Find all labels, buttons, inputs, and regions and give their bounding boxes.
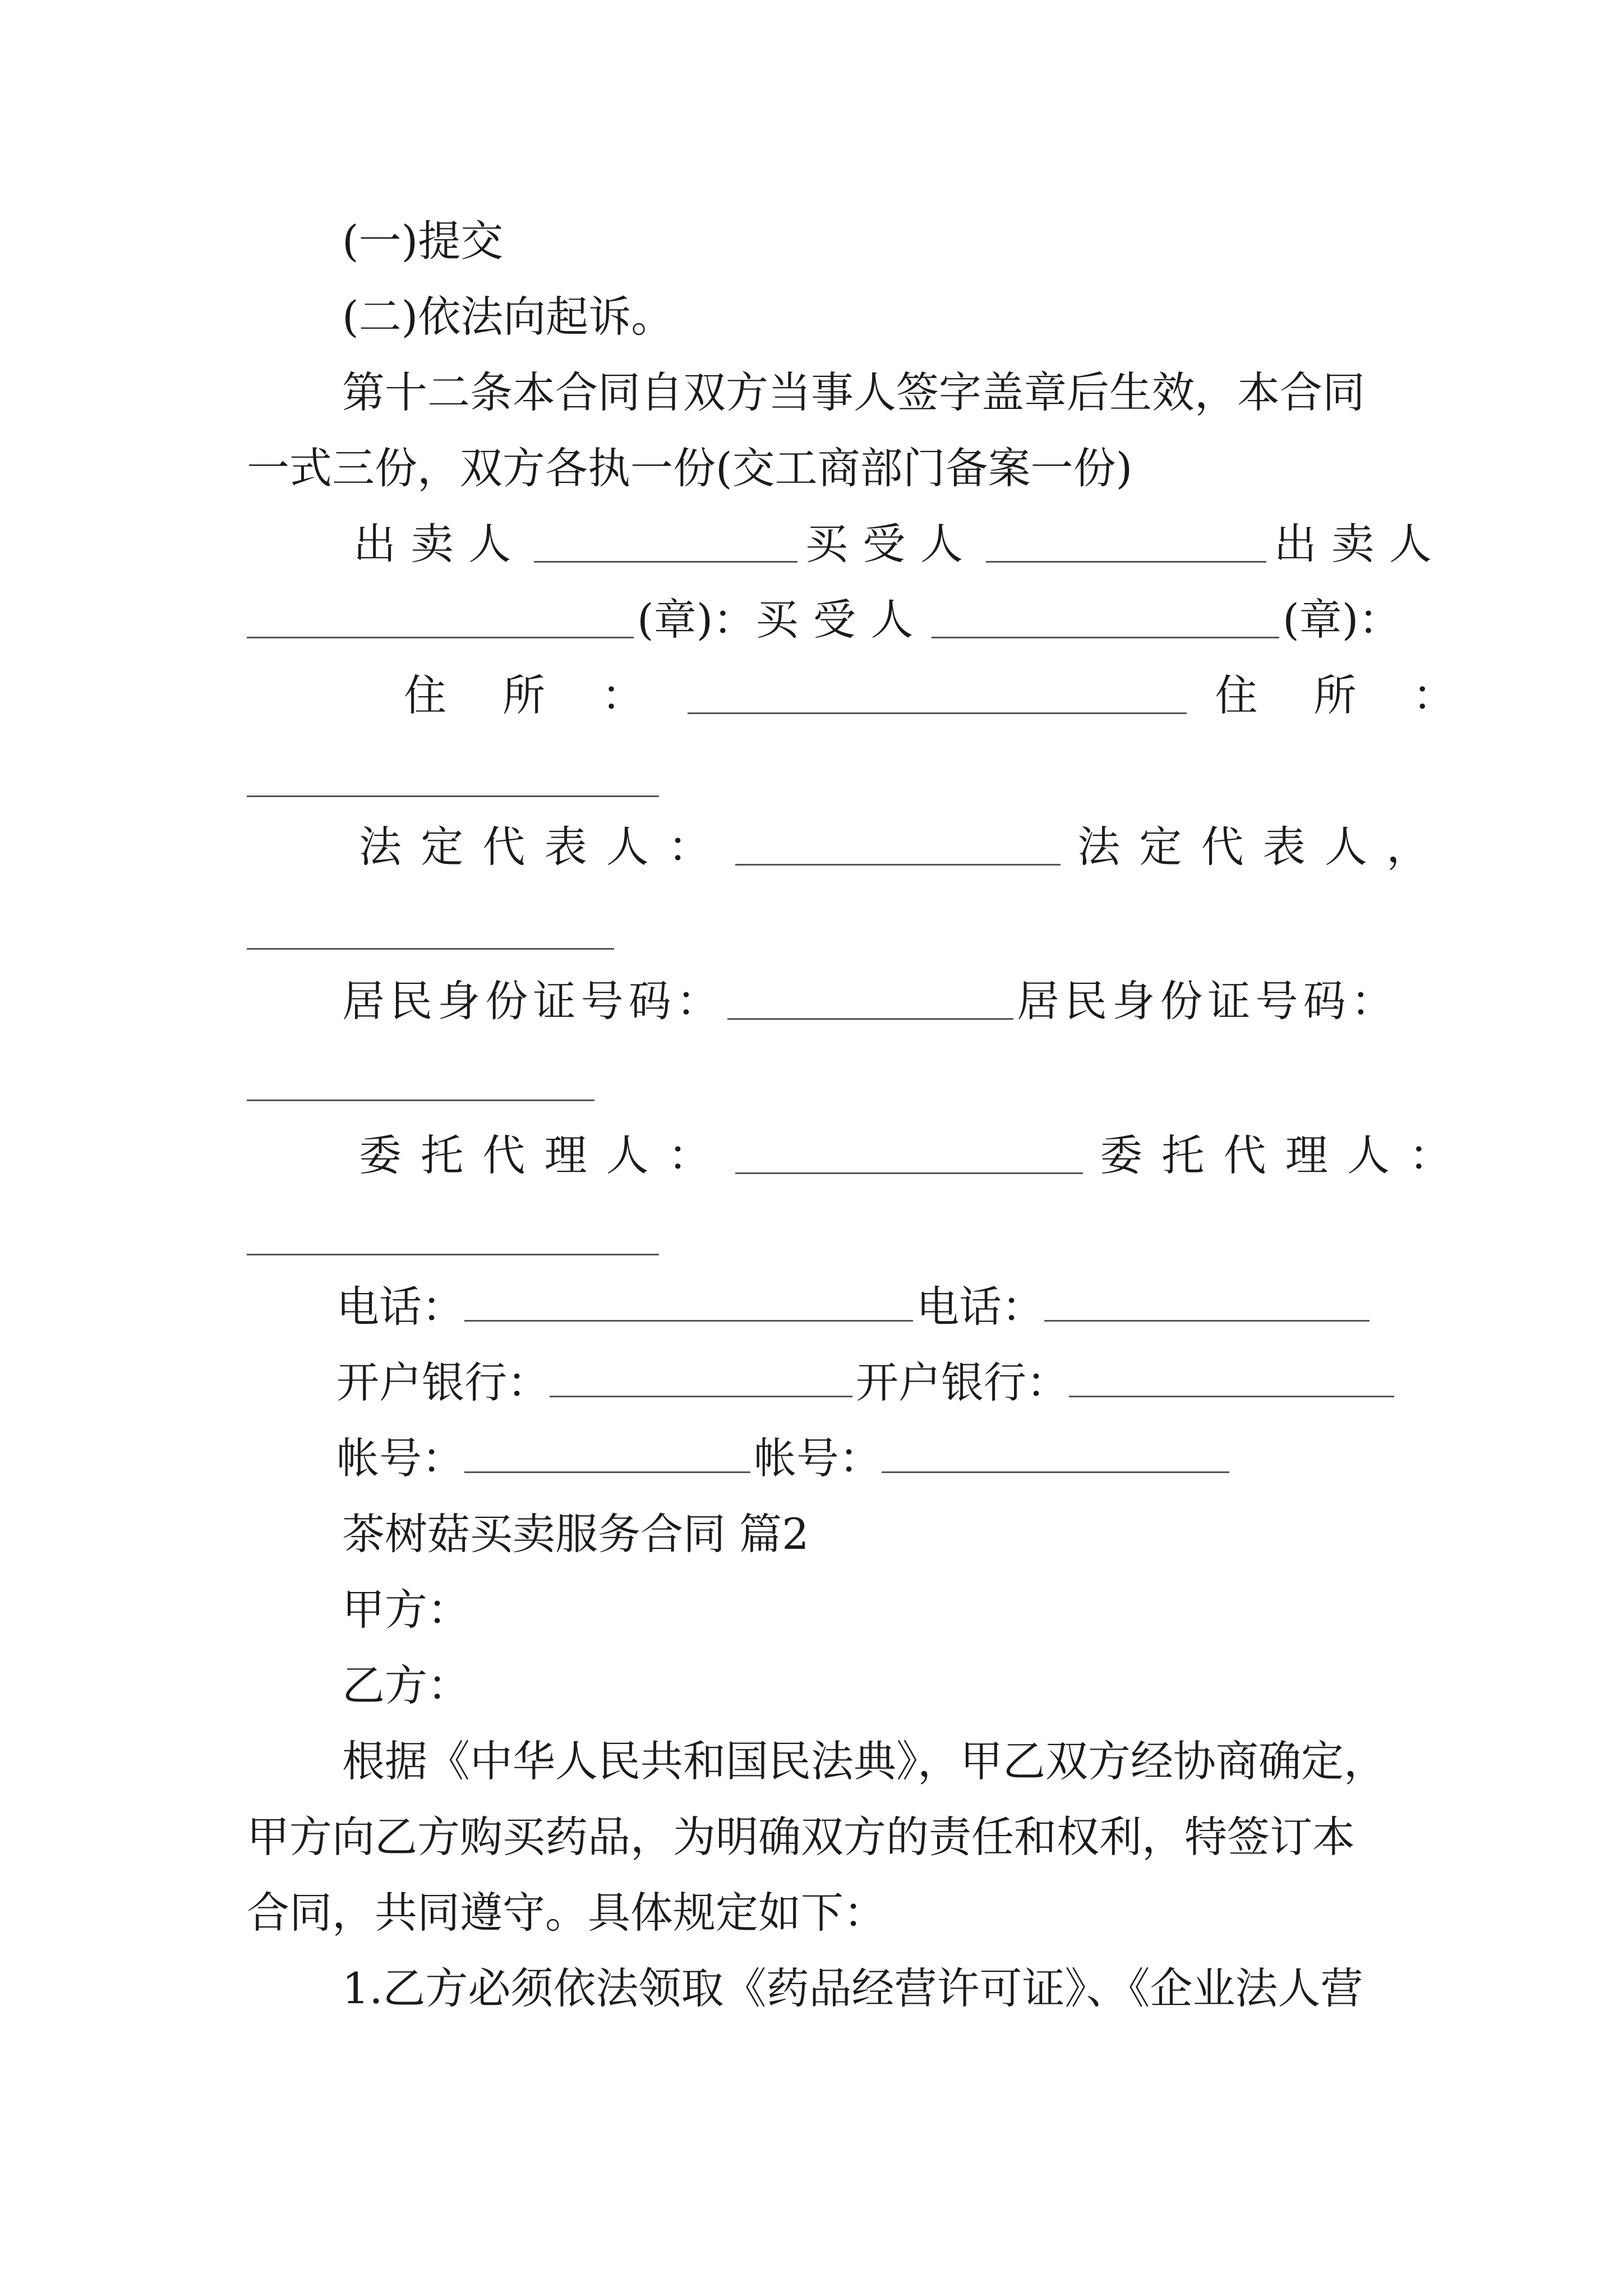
bank-label-1: 开户银行： [336, 1358, 550, 1407]
party-b-label: 乙方： [342, 1660, 470, 1710]
phone-blank-1[interactable] [464, 1285, 913, 1322]
legal-rep-blank-2[interactable] [247, 948, 614, 950]
residence-label-1: 住 所 ： [404, 670, 666, 720]
id-number-line [342, 962, 1399, 1041]
account-label-1: 帐号： [336, 1433, 464, 1483]
id-blank-2[interactable] [247, 1099, 594, 1101]
bank-line [336, 1343, 1380, 1422]
agent-blank-1[interactable] [735, 1138, 1083, 1174]
phone-label-1: 电话： [336, 1282, 464, 1332]
paragraph-1-line-3: 合同，共同遵守。具体规定如下： [247, 1888, 886, 1938]
id-label-1: 居民身份证号码： [342, 976, 724, 1026]
residence-label-2: 住 所 ： [1215, 670, 1477, 720]
account-label-2: 帐号： [754, 1433, 882, 1483]
item-1-line-1: 1.乙方必须依法领取《药品经营许可证》、《企业法人营 [342, 1963, 1363, 2013]
residence-blank-1[interactable] [688, 678, 1187, 714]
account-blank-1[interactable] [464, 1437, 750, 1473]
buyer-seal-blank[interactable] [932, 602, 1279, 638]
residence-line [404, 656, 1477, 735]
seller-seal-blank[interactable] [247, 602, 634, 638]
article-12-line-2: 一式三份，双方各执一份(交工商部门备案一份) [247, 443, 1133, 493]
paragraph-1-line-2: 甲方向乙方购买药品，为明确双方的责任和权利，特签订本 [247, 1812, 1355, 1862]
bank-blank-2[interactable] [1069, 1361, 1394, 1397]
legal-rep-blank-1[interactable] [735, 829, 1061, 866]
bank-label-2: 开户银行： [856, 1358, 1069, 1407]
agent-label-1: 委托代理人： [359, 1130, 730, 1180]
seller-blank[interactable] [534, 526, 797, 563]
seller-label-2: 出卖人 [1274, 519, 1447, 569]
agent-label-2: 委托代理人： [1100, 1130, 1471, 1180]
account-blank-2[interactable] [882, 1437, 1229, 1473]
residence-blank-2[interactable] [247, 795, 659, 797]
party-a-label: 甲方： [342, 1585, 470, 1635]
id-blank-1[interactable] [727, 983, 1013, 1020]
signature-parties-line [353, 505, 1447, 583]
buyer-label-2: 买受人 [755, 595, 929, 645]
seal-label-2: (章)： [1283, 595, 1401, 645]
buyer-label: 买受人 [805, 519, 978, 569]
agent-blank-2[interactable] [247, 1254, 659, 1255]
buyer-blank[interactable] [986, 526, 1266, 563]
phone-blank-2[interactable] [1044, 1285, 1370, 1322]
seal-line [247, 581, 1401, 659]
account-line [336, 1419, 1380, 1498]
agent-line [359, 1116, 1471, 1195]
clause-item-2: (二)依法向起诉。 [342, 292, 674, 342]
seal-label-1: (章)： [637, 595, 756, 645]
legal-rep-label-1: 法定代表人： [359, 822, 730, 872]
clause-item-1: (一)提交 [342, 216, 504, 266]
paragraph-1-line-1: 根据《中华人民共和国民法典》，甲乙双方经协商确定， [342, 1736, 1386, 1786]
legal-rep-label-2: 法定代表人， [1077, 822, 1449, 872]
phone-label-2: 电话： [916, 1282, 1044, 1332]
bank-blank-1[interactable] [550, 1361, 852, 1397]
phone-line [336, 1268, 1380, 1346]
section-heading: 茶树菇买卖服务合同 篇2 [342, 1509, 809, 1559]
legal-rep-line [359, 808, 1449, 886]
article-12-line-1: 第十二条本合同自双方当事人签字盖章后生效，本合同 [342, 367, 1365, 417]
id-label-2: 居民身份证号码： [1016, 976, 1399, 1026]
seller-label: 出卖人 [353, 519, 526, 569]
